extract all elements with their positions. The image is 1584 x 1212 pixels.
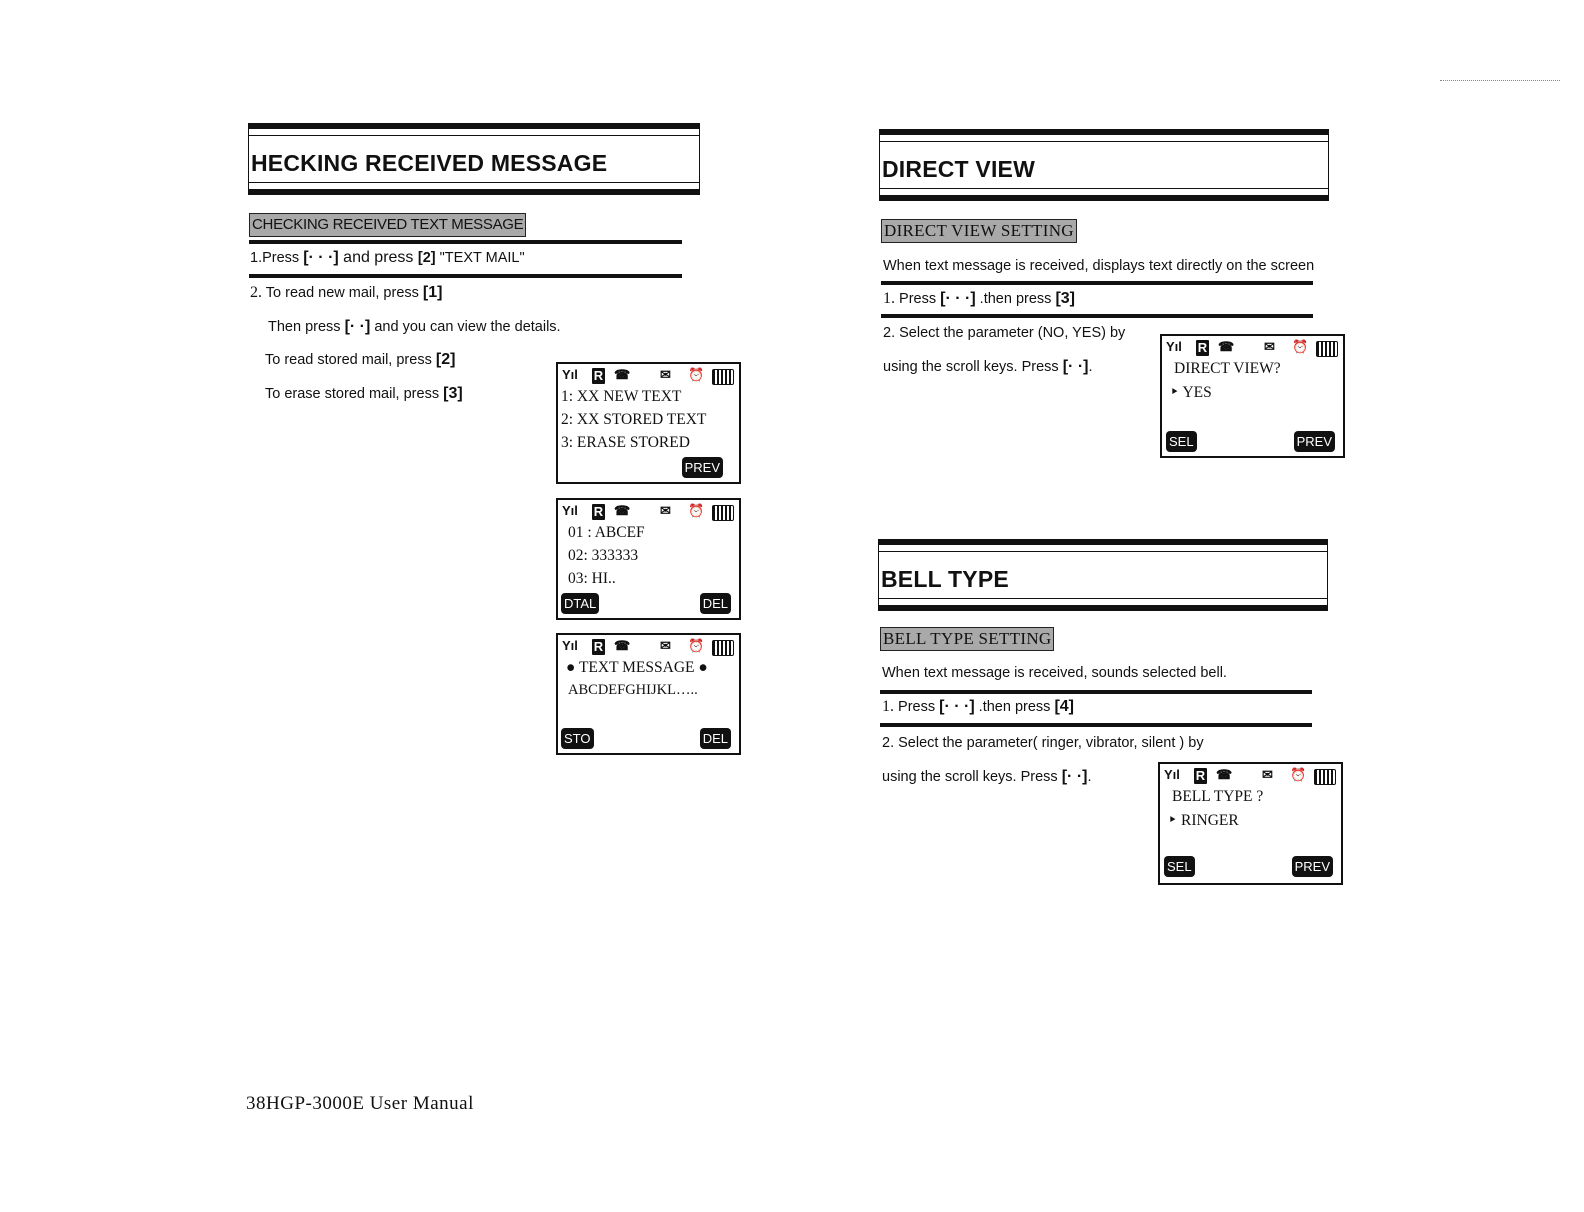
key-label: [· ·]	[1061, 768, 1088, 785]
step-2-read-new-mail	[250, 284, 442, 302]
direct-view-description: When text message is received, displays text directly on the screen	[883, 258, 1315, 274]
step-text: .then press	[974, 699, 1055, 715]
read-stored-mail	[265, 351, 455, 369]
phone-screen-direct-view	[1160, 334, 1345, 458]
key-label: [· ·]	[1062, 358, 1089, 375]
section-title-text: DIRECT VIEW	[882, 156, 1035, 182]
key-label: [2]	[435, 351, 456, 368]
rule-divider	[881, 314, 1313, 318]
step-text: and you can view the details.	[370, 319, 561, 335]
step-text: and press	[338, 249, 418, 266]
phone-screen-text-mail-menu	[556, 362, 741, 484]
softkey-sel: SEL	[1164, 856, 1195, 877]
rule-divider	[249, 240, 682, 244]
screen-line: ‣ RINGER	[1168, 812, 1239, 829]
phone-icon: ☎	[614, 367, 631, 382]
phone-icon: ☎	[1218, 339, 1235, 354]
screen-line: 3: ERASE STORED	[561, 434, 690, 451]
section-title-text: BELL TYPE	[881, 566, 1009, 592]
screen-line: 2: XX STORED TEXT	[561, 411, 707, 428]
step-text: Press	[895, 291, 941, 307]
roaming-icon: R	[593, 504, 604, 519]
section-title-bell-type	[878, 539, 1328, 611]
step-number: 2.	[250, 284, 262, 301]
screen-line: 1: XX NEW TEXT	[561, 388, 682, 405]
signal-icon: Yıl	[1164, 767, 1180, 782]
key-label: [· · ·]	[303, 249, 339, 266]
bell-type-step-2-cont	[882, 768, 1092, 786]
step-number: 1.	[882, 698, 894, 715]
status-bar	[562, 503, 733, 519]
softkey-sel: SEL	[1166, 431, 1197, 452]
phone-screen-bell-type	[1158, 762, 1343, 885]
screen-line: DIRECT VIEW?	[1174, 360, 1281, 377]
subhead-checking-received-text-message: CHECKING RECEIVED TEXT MESSAGE	[249, 213, 526, 237]
roaming-icon: R	[593, 639, 604, 654]
signal-icon: Yıl	[562, 638, 578, 653]
softkey-del: DEL	[700, 728, 731, 749]
erase-stored-mail	[265, 385, 463, 403]
softkey-sto: STO	[561, 728, 594, 749]
key-label: [· ·]	[344, 318, 371, 335]
step-text: Then press	[268, 319, 345, 335]
key-label: [1]	[422, 284, 443, 301]
direct-view-step-1	[883, 290, 1075, 308]
screen-line: 01 : ABCEF	[568, 524, 645, 541]
rule-divider	[880, 690, 1312, 694]
softkey-dtal: DTAL	[561, 593, 599, 614]
bell-type-step-1	[882, 698, 1074, 716]
envelope-icon: ✉	[660, 503, 671, 518]
phone-screen-stored-list	[556, 498, 741, 620]
softkey-prev: PREV	[1294, 431, 1335, 452]
step-text: To read stored mail, press	[265, 352, 436, 368]
status-bar	[562, 367, 733, 383]
step-text: .	[1088, 359, 1093, 375]
footer-manual-title: 38HGP-3000E User Manual	[246, 1093, 474, 1114]
screen-line: BELL TYPE ?	[1172, 788, 1264, 805]
step-text: .then press	[975, 291, 1056, 307]
step-text: To read new mail, press	[262, 285, 423, 301]
softkey-del: DEL	[700, 593, 731, 614]
alarm-icon: ⏰	[688, 638, 705, 653]
alarm-icon: ⏰	[1290, 767, 1307, 782]
softkey-prev: PREV	[1292, 856, 1333, 877]
status-bar	[1166, 339, 1337, 355]
phone-icon: ☎	[614, 638, 631, 653]
alarm-icon: ⏰	[688, 503, 705, 518]
rule-divider	[881, 281, 1313, 285]
section-title-checking-received-message	[248, 123, 700, 195]
step-number: 1.	[883, 290, 895, 307]
alarm-icon: ⏰	[688, 367, 705, 382]
step-text: using the scroll keys. Press	[883, 359, 1063, 375]
direct-view-step-2-cont	[883, 358, 1093, 376]
subhead-bell-type-setting: BELL TYPE SETTING	[880, 627, 1054, 651]
roaming-icon: R	[593, 368, 604, 383]
step-text: .	[1087, 769, 1092, 785]
roaming-icon: R	[1197, 340, 1208, 355]
phone-icon: ☎	[614, 503, 631, 518]
signal-icon: Yıl	[562, 503, 578, 518]
bell-type-description: When text message is received, sounds selected bell.	[882, 665, 1227, 681]
step-text: using the scroll keys. Press	[882, 769, 1062, 785]
key-label: [3]	[443, 385, 463, 402]
envelope-icon: ✉	[660, 638, 671, 653]
envelope-icon: ✉	[1264, 339, 1275, 354]
key-label: [2]	[417, 250, 436, 266]
key-label: [· · ·]	[940, 290, 976, 307]
softkey-prev: PREV	[682, 457, 723, 478]
step-1-press-text-mail	[250, 249, 525, 267]
battery-icon	[712, 640, 734, 656]
status-bar	[1164, 767, 1335, 783]
section-title-text: HECKING RECEIVED MESSAGE	[251, 150, 608, 176]
rule-divider	[880, 723, 1312, 727]
battery-icon	[1316, 341, 1338, 357]
direct-view-step-2: 2. Select the parameter (NO, YES) by	[883, 325, 1126, 341]
envelope-icon: ✉	[1262, 767, 1273, 782]
signal-icon: Yıl	[1166, 339, 1182, 354]
screen-line: 02: 333333	[568, 547, 639, 564]
key-label: [· · ·]	[939, 698, 975, 715]
screen-line: ● TEXT MESSAGE ●	[566, 659, 708, 676]
battery-icon	[1314, 769, 1336, 785]
then-press-view-details	[268, 318, 561, 336]
signal-icon: Yıl	[562, 367, 578, 382]
battery-icon	[712, 369, 734, 385]
screen-line: 03: HI..	[568, 570, 616, 587]
scan-artifact-line	[1440, 80, 1560, 82]
screen-line: ABCDEFGHIJKL…..	[568, 682, 698, 698]
section-title-direct-view	[879, 129, 1329, 201]
roaming-icon: R	[1195, 768, 1206, 783]
rule-divider	[249, 274, 682, 278]
key-label: [3]	[1055, 290, 1076, 307]
step-text: Press	[262, 250, 304, 266]
step-text: To erase stored mail, press	[265, 386, 444, 402]
battery-icon	[712, 505, 734, 521]
phone-screen-text-message	[556, 633, 741, 755]
step-number: 1.	[250, 250, 263, 266]
phone-icon: ☎	[1216, 767, 1233, 782]
envelope-icon: ✉	[660, 367, 671, 382]
bell-type-step-2: 2. Select the parameter( ringer, vibrator, silent ) by	[882, 735, 1204, 751]
step-text: Press	[894, 699, 940, 715]
subhead-direct-view-setting: DIRECT VIEW SETTING	[881, 219, 1077, 243]
alarm-icon: ⏰	[1292, 339, 1309, 354]
screen-line: ‣ YES	[1170, 384, 1212, 401]
key-label: [4]	[1054, 698, 1075, 715]
step-text: "TEXT MAIL"	[435, 250, 525, 266]
status-bar	[562, 638, 733, 654]
